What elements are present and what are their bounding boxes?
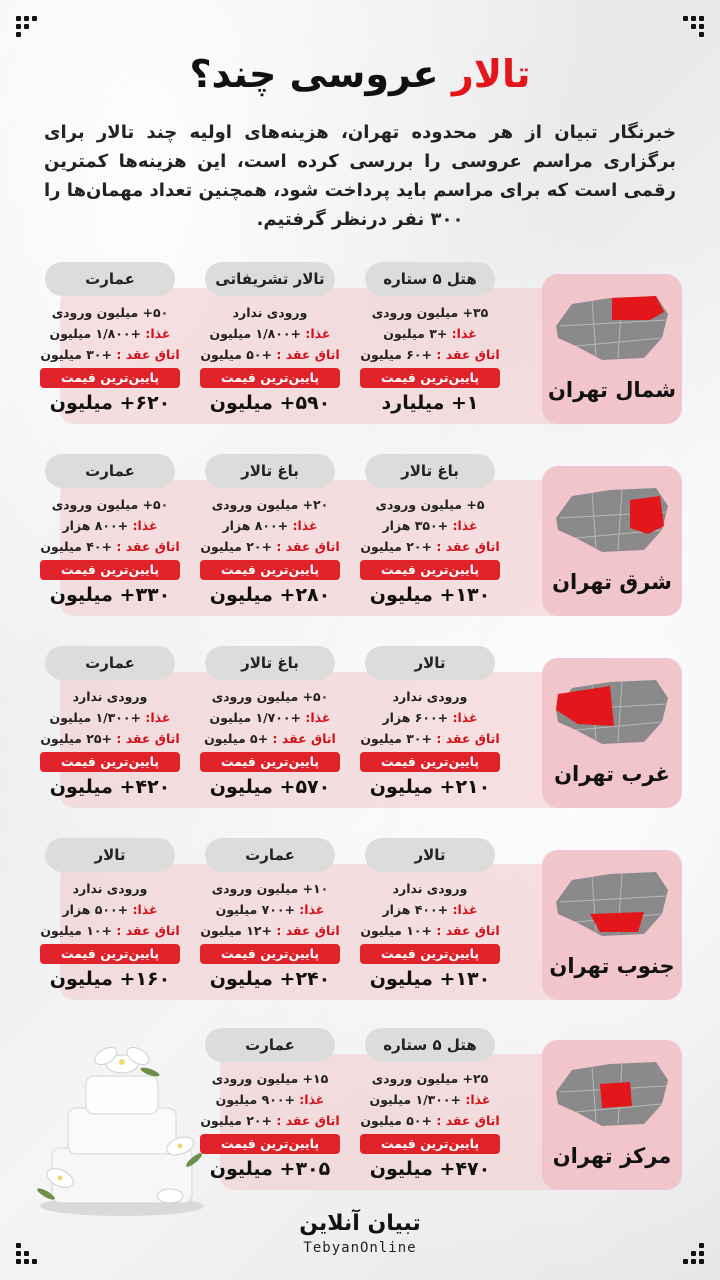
- venue-price: ۴۲۰+ میلیون: [49, 776, 171, 798]
- venue-food: [200, 707, 340, 728]
- venue-type: تالار: [365, 646, 495, 680]
- contract-value: +۵ میلیون: [204, 731, 269, 746]
- lowest-price-badge: پایین‌ترین قیمت: [200, 560, 340, 580]
- contract-label: اتاق عقد :: [272, 731, 336, 746]
- contract-label: اتاق عقد :: [276, 347, 340, 362]
- food-value: +۸۰۰ هزار: [222, 518, 289, 533]
- contract-label: اتاق عقد :: [276, 1113, 340, 1128]
- venue-entry: ۵۰+ میلیون ورودی: [51, 497, 169, 512]
- lowest-price-badge: پایین‌ترین قیمت: [360, 560, 500, 580]
- food-value: +۴۰۰ هزار: [382, 902, 449, 917]
- venue-contract: [360, 728, 500, 749]
- region-row: [40, 838, 680, 994]
- venue-food: [200, 515, 340, 536]
- venue-card: [360, 646, 500, 806]
- lowest-price-badge: پایین‌ترین قیمت: [360, 944, 500, 964]
- food-label: غذا:: [145, 710, 171, 725]
- contract-label: اتاق عقد :: [116, 731, 180, 746]
- venue-contract: [360, 1110, 500, 1131]
- venue-type: باغ تالار: [205, 646, 335, 680]
- region-tile: [542, 274, 682, 424]
- venue-entry: ۵۰+ میلیون ورودی: [211, 689, 329, 704]
- venue-food: [200, 323, 340, 344]
- food-value: +۱/۷۰۰ میلیون: [209, 710, 302, 725]
- venue-food: [360, 899, 500, 920]
- venue-price: ۲۸۰+ میلیون: [209, 584, 331, 606]
- corner-ornament: [682, 16, 704, 38]
- intro-text: خبرنگار تبیان از هر محدوده تهران، هزینه‌های اولیه چند تالار برای برگزاری مراسم عروسی را بررسی کرده است، این هزینه‌ها کمترین رقمی است که برای مراسم باید پرداخت شود، همچنین تعداد مهمان‌ها را ۳۰۰ نفر درنظر گرفتیم.: [44, 122, 676, 230]
- venue-entry: ۳۵+ میلیون ورودی: [371, 305, 489, 320]
- contract-value: +۴۰ میلیون: [40, 539, 112, 554]
- venue-contract: [200, 920, 340, 941]
- region-row: [40, 262, 680, 418]
- region-name: غرب تهران: [554, 762, 670, 786]
- region-tile: [542, 850, 682, 1000]
- venue-contract: [40, 728, 180, 749]
- venue-food: [200, 899, 340, 920]
- venue-card: [200, 646, 340, 806]
- food-label: غذا:: [465, 1092, 491, 1107]
- venue-food: [360, 323, 500, 344]
- contract-value: +۵۰ میلیون: [360, 1113, 432, 1128]
- lowest-price-badge: پایین‌ترین قیمت: [40, 944, 180, 964]
- region-tile: [542, 1040, 682, 1190]
- page-title: [0, 48, 720, 100]
- contract-label: اتاق عقد :: [276, 539, 340, 554]
- venue-card: [200, 1028, 340, 1188]
- tehran-map-icon: [552, 866, 672, 946]
- venue-type: باغ تالار: [205, 454, 335, 488]
- food-label: غذا:: [299, 902, 325, 917]
- food-value: +۵۰۰ هزار: [62, 902, 129, 917]
- venue-type: هتل ۵ ستاره: [365, 1028, 495, 1062]
- contract-value: +۱۰ میلیون: [360, 923, 432, 938]
- food-label: غذا:: [132, 902, 158, 917]
- venue-contract: [360, 920, 500, 941]
- food-label: غذا:: [145, 326, 171, 341]
- venue-price: ۲۴۰+ میلیون: [209, 968, 331, 990]
- title-highlight: تالار: [451, 52, 531, 96]
- venue-card: [40, 646, 180, 806]
- region-name: مرکز تهران: [552, 1144, 672, 1168]
- venue-price: ۱+ میلیارد: [381, 392, 479, 414]
- venue-card: [360, 262, 500, 422]
- venue-type: عمارت: [205, 838, 335, 872]
- food-value: +۸۰۰ هزار: [62, 518, 129, 533]
- venue-type: تالار: [45, 838, 175, 872]
- venue-food: [360, 515, 500, 536]
- venue-card: [40, 262, 180, 422]
- venue-contract: [200, 728, 340, 749]
- brand-logo-en: TebyanOnline: [303, 1240, 417, 1256]
- contract-value: +۱۰ میلیون: [40, 923, 112, 938]
- venue-price: ۵۷۰+ میلیون: [209, 776, 331, 798]
- venue-contract: [40, 536, 180, 557]
- food-value: +۶۰۰ هزار: [382, 710, 449, 725]
- venue-price: ۳۳۰+ میلیون: [49, 584, 171, 606]
- food-value: +۱/۳۰۰ میلیون: [49, 710, 142, 725]
- contract-value: +۱۲ میلیون: [200, 923, 272, 938]
- venue-card: [360, 838, 500, 998]
- lowest-price-badge: پایین‌ترین قیمت: [200, 1134, 340, 1154]
- contract-label: اتاق عقد :: [436, 1113, 500, 1128]
- venue-entry: ۵۰+ میلیون ورودی: [51, 305, 169, 320]
- contract-label: اتاق عقد :: [436, 347, 500, 362]
- venue-food: [360, 1089, 500, 1110]
- region-tile: [542, 658, 682, 808]
- venue-card: [360, 1028, 500, 1188]
- venue-type: هتل ۵ ستاره: [365, 262, 495, 296]
- lowest-price-badge: پایین‌ترین قیمت: [40, 560, 180, 580]
- lowest-price-badge: پایین‌ترین قیمت: [200, 944, 340, 964]
- venue-entry: ورودی ندارد: [72, 689, 148, 704]
- contract-label: اتاق عقد :: [436, 923, 500, 938]
- region-tile: [542, 466, 682, 616]
- food-label: غذا:: [452, 710, 478, 725]
- food-label: غذا:: [299, 1092, 325, 1107]
- venue-card: [200, 838, 340, 998]
- venue-entry: ورودی ندارد: [392, 689, 468, 704]
- venue-contract: [40, 344, 180, 365]
- contract-value: +۲۰ میلیون: [200, 539, 272, 554]
- venue-food: [40, 515, 180, 536]
- contract-value: +۲۰ میلیون: [200, 1113, 272, 1128]
- contract-label: اتاق عقد :: [436, 539, 500, 554]
- lowest-price-badge: پایین‌ترین قیمت: [40, 752, 180, 772]
- venue-entry: ورودی ندارد: [72, 881, 148, 896]
- brand-logo: [0, 1210, 720, 1256]
- region-name: شمال تهران: [547, 378, 677, 402]
- venue-type: عمارت: [45, 646, 175, 680]
- lowest-price-badge: پایین‌ترین قیمت: [200, 752, 340, 772]
- venue-entry: ۲۰+ میلیون ورودی: [211, 497, 329, 512]
- contract-value: +۵۰ میلیون: [200, 347, 272, 362]
- venue-type: تالار: [365, 838, 495, 872]
- tehran-map-icon: [552, 1056, 672, 1136]
- lowest-price-badge: پایین‌ترین قیمت: [360, 368, 500, 388]
- venue-contract: [40, 920, 180, 941]
- contract-label: اتاق عقد :: [436, 731, 500, 746]
- food-value: +۱/۸۰۰ میلیون: [209, 326, 302, 341]
- venue-price: ۱۳۰+ میلیون: [369, 968, 491, 990]
- region-row: [40, 646, 680, 802]
- contract-value: +۳۰ میلیون: [360, 731, 432, 746]
- venue-food: [40, 707, 180, 728]
- venue-food: [40, 899, 180, 920]
- tehran-map-icon: [552, 482, 672, 562]
- food-label: غذا:: [305, 326, 331, 341]
- lowest-price-badge: پایین‌ترین قیمت: [200, 368, 340, 388]
- food-value: +۳۵۰ هزار: [382, 518, 449, 533]
- venue-entry: ۱۵+ میلیون ورودی: [211, 1071, 329, 1086]
- venue-price: ۲۱۰+ میلیون: [369, 776, 491, 798]
- venue-contract: [200, 344, 340, 365]
- contract-value: +۲۵ میلیون: [40, 731, 112, 746]
- venue-price: ۱۶۰+ میلیون: [49, 968, 171, 990]
- region-name: جنوب تهران: [549, 954, 675, 978]
- contract-label: اتاق عقد :: [276, 923, 340, 938]
- venue-card: [200, 262, 340, 422]
- venue-type: باغ تالار: [365, 454, 495, 488]
- venue-entry: ۱۰+ میلیون ورودی: [211, 881, 329, 896]
- brand-logo-fa: تبیان آنلاین: [299, 1211, 421, 1236]
- tehran-map-icon: [552, 290, 672, 370]
- food-label: غذا:: [132, 518, 158, 533]
- venue-price: ۱۳۰+ میلیون: [369, 584, 491, 606]
- food-value: +۱/۸۰۰ میلیون: [49, 326, 142, 341]
- venue-food: [360, 707, 500, 728]
- venue-food: [40, 323, 180, 344]
- venue-card: [40, 838, 180, 998]
- wedding-cake-illustration: [30, 1028, 210, 1218]
- venue-card: [360, 454, 500, 614]
- venue-type: عمارت: [45, 262, 175, 296]
- venue-contract: [200, 536, 340, 557]
- contract-value: +۲۰ میلیون: [360, 539, 432, 554]
- venue-entry: ورودی ندارد: [392, 881, 468, 896]
- food-value: +۹۰۰ میلیون: [215, 1092, 295, 1107]
- lowest-price-badge: پایین‌ترین قیمت: [40, 368, 180, 388]
- venue-entry: ورودی ندارد: [232, 305, 308, 320]
- venue-card: [200, 454, 340, 614]
- venue-contract: [360, 536, 500, 557]
- venue-entry: ۲۵+ میلیون ورودی: [371, 1071, 489, 1086]
- food-label: غذا:: [292, 518, 318, 533]
- contract-value: +۶۰ میلیون: [360, 347, 432, 362]
- venue-price: ۵۹۰+ میلیون: [209, 392, 331, 414]
- venue-price: ۶۲۰+ میلیون: [49, 392, 171, 414]
- contract-label: اتاق عقد :: [116, 923, 180, 938]
- venue-type: تالار تشریفاتی: [205, 262, 335, 296]
- region-row: [40, 454, 680, 610]
- venue-contract: [360, 344, 500, 365]
- venue-food: [200, 1089, 340, 1110]
- corner-ornament: [16, 16, 38, 38]
- food-label: غذا:: [452, 518, 478, 533]
- food-label: غذا:: [305, 710, 331, 725]
- contract-label: اتاق عقد :: [116, 347, 180, 362]
- contract-label: اتاق عقد :: [116, 539, 180, 554]
- venue-price: ۳۰۵+ میلیون: [209, 1158, 331, 1180]
- venue-entry: ۵+ میلیون ورودی: [375, 497, 485, 512]
- venue-type: عمارت: [45, 454, 175, 488]
- tehran-map-icon: [552, 674, 672, 754]
- venue-type: عمارت: [205, 1028, 335, 1062]
- venue-contract: [200, 1110, 340, 1131]
- title-rest: عروسی چند؟: [189, 52, 439, 96]
- food-value: +۷۰۰ میلیون: [215, 902, 295, 917]
- food-label: غذا:: [452, 902, 478, 917]
- venue-card: [40, 454, 180, 614]
- venue-price: ۴۷۰+ میلیون: [369, 1158, 491, 1180]
- lowest-price-badge: پایین‌ترین قیمت: [360, 1134, 500, 1154]
- region-name: شرق تهران: [552, 570, 672, 594]
- food-value: +۳ میلیون: [383, 326, 448, 341]
- lowest-price-badge: پایین‌ترین قیمت: [360, 752, 500, 772]
- contract-value: +۳۰ میلیون: [40, 347, 112, 362]
- food-value: +۱/۳۰۰ میلیون: [369, 1092, 462, 1107]
- food-label: غذا:: [451, 326, 477, 341]
